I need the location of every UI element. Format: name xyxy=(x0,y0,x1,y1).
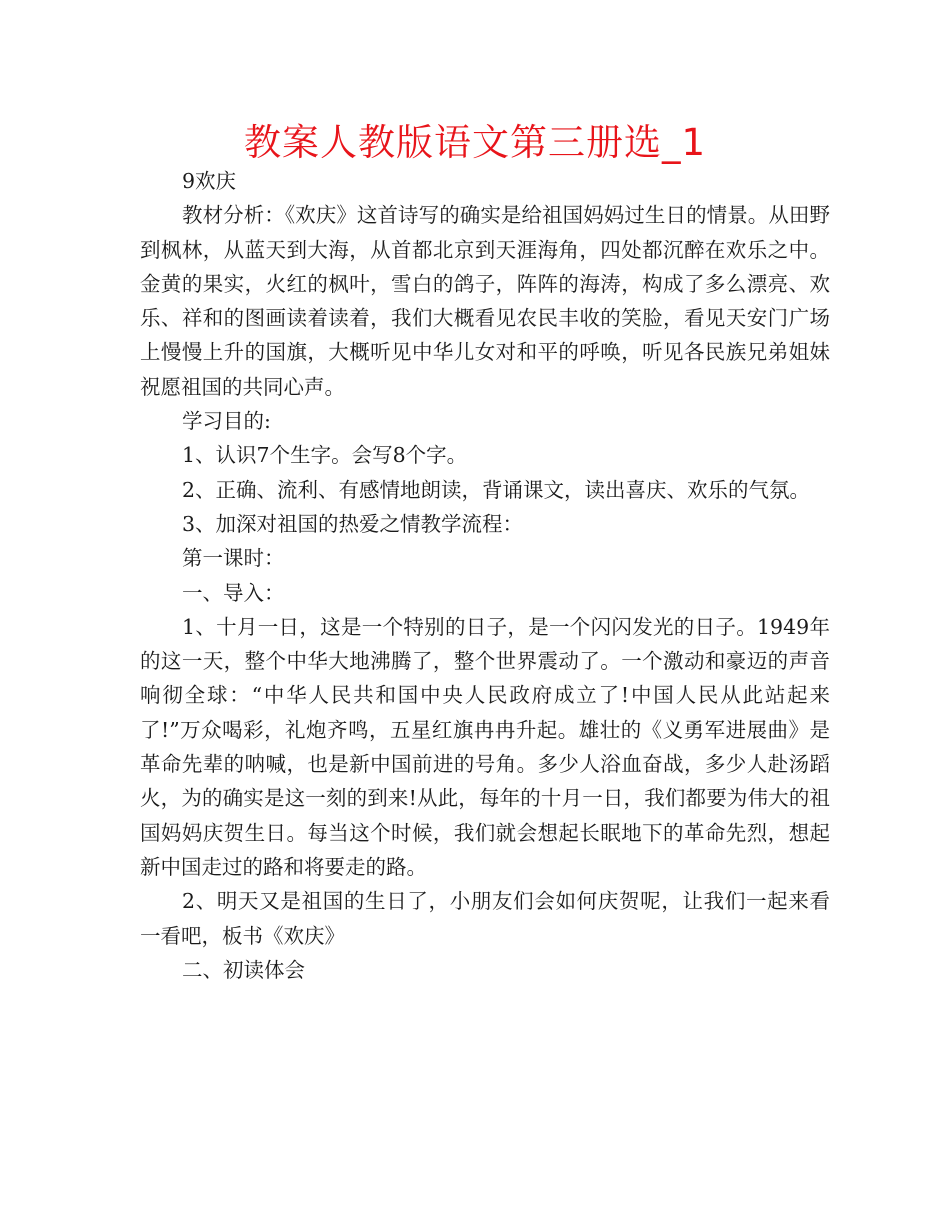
paragraph-goals-heading: 学习目的: xyxy=(182,409,271,434)
paragraph-goal-3: 3、加深对祖国的热爱之情教学流程： xyxy=(182,511,524,536)
paragraph-intro-1: 1、十月一日，这是一个特别的日子，是一个闪闪发光的日子。1949年的这一天，整个中华大地沸腾了，整个世界震动了。一个激动和豪迈的声音响彻全球：“中华人民共和国中央人民政府成立了!中国人民从此站起来了!”万众喝彩，礼炮齐鸣，五星红旗冉冉升起。雄壮的《义勇军进展曲》是革命先辈的呐喊，也是新中国前进的号角。多少人浴血奋战，多少人赴汤蹈火，为的确实是这一刻的到来!从此，每年的十月一日，我们都要为伟大的祖国妈妈庆贺生日。每当这个时候，我们就会想起长眠地下的革命先烈，想起新中国走过的路和将要走的路。 xyxy=(140,614,830,879)
paragraph-goal-1: 1、认识7个生字。会写8个字。 xyxy=(182,443,468,468)
paragraph-first-reading-heading: 二、初读体会 xyxy=(182,957,305,982)
paragraph-analysis: 教材分析：《欢庆》这首诗写的确实是给祖国妈妈过生日的情景。从田野到枫林，从蓝天到大海，从首都北京到天涯海角，四处都沉醉在欢乐之中。金黄的果实，火红的枫叶，雪白的鸽子，阵阵的海涛，构成了多么漂亮、欢乐、祥和的图画读着读着，我们大概看见农民丰收的笑脸，看见天安门广场上慢慢上升的国旗，大概听见中华儿女对和平的呼唤，听见各民族兄弟姐妹祝愿祖国的共同心声。 xyxy=(140,203,830,399)
paragraph-goal-2: 2、正确、流利、有感情地朗读，背诵课文，读出喜庆、欢乐的气氛。 xyxy=(182,477,811,502)
paragraph-intro-heading: 一、导入： xyxy=(182,580,285,605)
paragraph-first-lesson: 第一课时： xyxy=(182,546,285,571)
document-title: 教案人教版语文第三册选_1 xyxy=(243,121,707,164)
document-body xyxy=(140,164,830,987)
paragraph-intro-2: 2、明天又是祖国的生日了，小朋友们会如何庆贺呢，让我们一起来看一看吧，板书《欢庆》 xyxy=(140,889,830,948)
lesson-heading: 9欢庆 xyxy=(182,169,237,193)
